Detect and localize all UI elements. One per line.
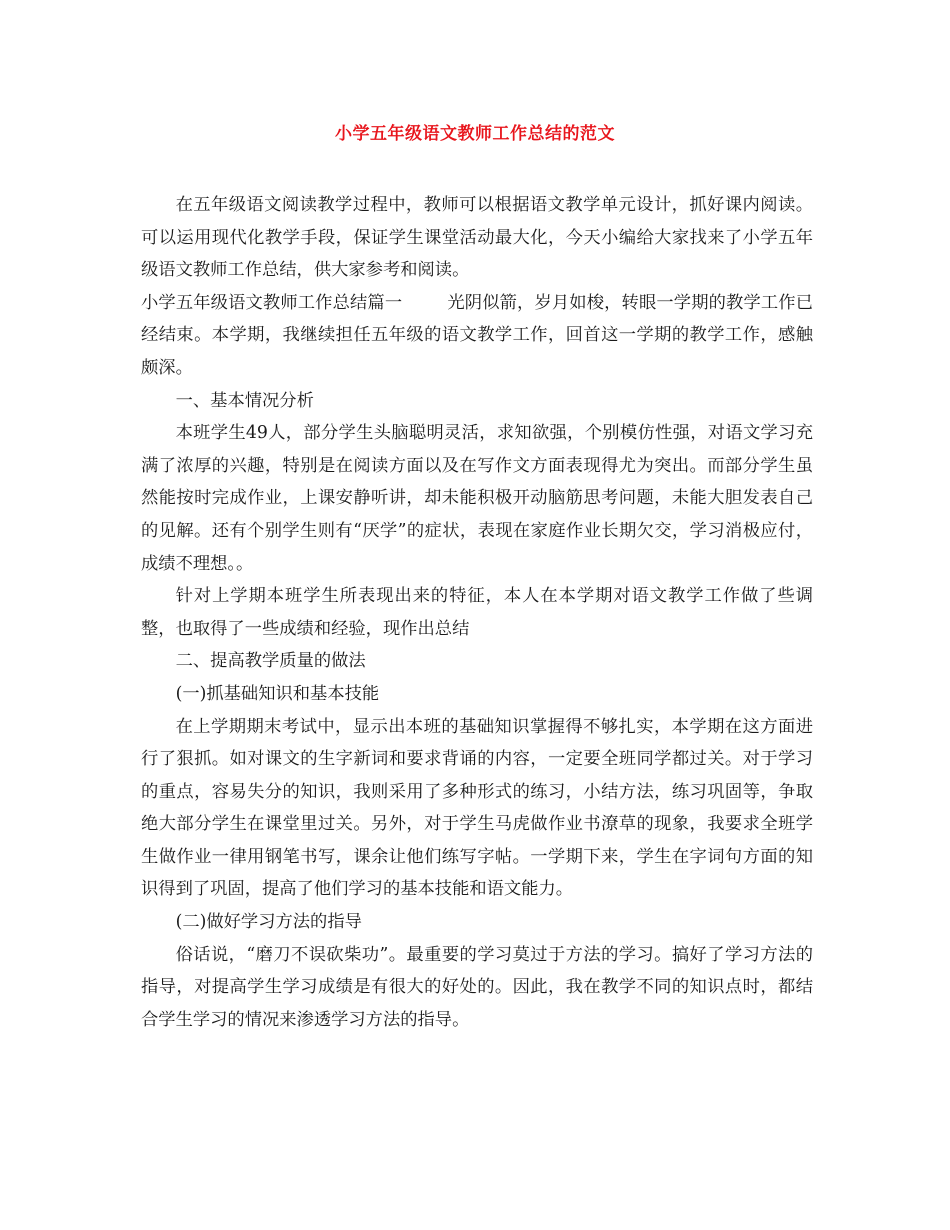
section1-paragraph-2: 针对上学期本班学生所表现出来的特征，本人在本学期对语文教学工作做了些调整，也取得了一些成绩和经验，现作出总结: [141, 586, 813, 639]
section-heading-basic-analysis: 一、基本情况分析: [175, 390, 314, 411]
subsection-heading-learning-methods: (二)做好学习方法的指导: [175, 912, 362, 933]
subsection2-paragraph: 俗话说，“磨刀不误砍柴功”。最重要的学习莫过于方法的学习。搞好了学习方法的指导，对提高学生学习成绩是有很大的好处的。因此，我在教学不同的知识点时，都结合学生学习的情况来渗透学习方法的指导。: [141, 944, 813, 1030]
intro-paragraph: 在五年级语文阅读教学过程中，教师可以根据语文教学单元设计，抓好课内阅读。可以运用现代化教学手段，保证学生课堂活动最大化，今天小编给大家找来了小学五年级语文教师工作总结，供大家参考和阅读。: [141, 195, 813, 281]
section1-paragraph-1: 本班学生49人，部分学生头脑聪明灵活，求知欲强，个别模仿性强，对语文学习充满了浓厚的兴趣，特别是在阅读方面以及在写作文方面表现得尤为突出。而部分学生虽然能按时完成作业，上课安静听讲，却未能积极开动脑筋思考问题，未能大胆发表自己的见解。还有个别学生则有“厌学”的症状，表现在家庭作业长期欠交，学习消极应付，成绩不理想。。: [141, 423, 813, 574]
subsection-heading-basics: (一)抓基础知识和基本技能: [175, 683, 380, 704]
part-heading: 小学五年级语文教师工作总结篇一: [141, 292, 403, 313]
document-body: [141, 189, 813, 1036]
subsection1-paragraph: 在上学期期末考试中，显示出本班的基础知识掌握得不够扎实，本学期在这方面进行了狠抓。如对课文的生字新词和要求背诵的内容，一定要全班同学都过关。对于学习的重点，容易失分的知识，我则采用了多种形式的练习，小结方法，练习巩固等，争取绝大部分学生在课堂里过关。另外，对于学生马虎做作业书潦草的现象，我要求全班学生做作业一律用钢笔书写，课余让他们练写字帖。一学期下来，学生在字词句方面的知识得到了巩固，提高了他们学习的基本技能和语文能力。: [141, 716, 813, 900]
part-paragraph: [141, 287, 813, 385]
part-lead-text: 光阴似箭，岁月如梭，转眼一学期的教学工作已经结束。本学期，我继续担任五年级的语文教学工作，回首这一学期的教学工作，感触颇深。: [141, 292, 813, 378]
section-heading-teaching-methods: 二、提高教学质量的做法: [175, 651, 366, 672]
document-title: 小学五年级语文教师工作总结的范文: [335, 124, 615, 144]
